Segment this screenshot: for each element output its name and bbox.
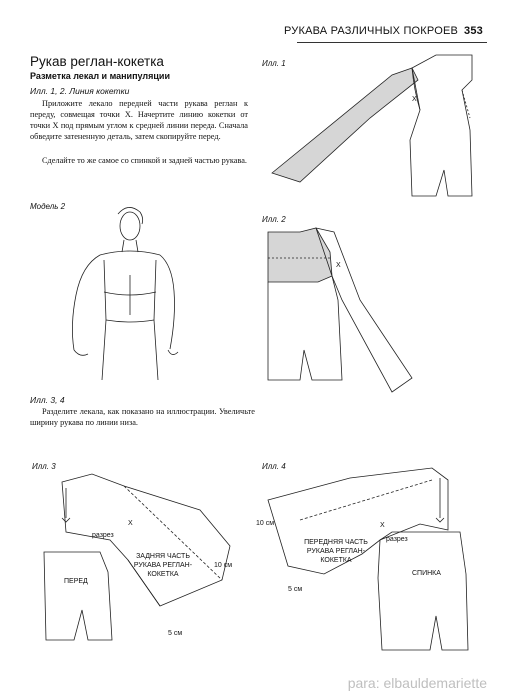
caption-ill-1-2: Илл. 1, 2. Линия кокетки xyxy=(30,86,130,96)
watermark: para: elbauldemariette xyxy=(347,675,487,691)
ill1-x-mark: X xyxy=(412,96,417,103)
ill3-front xyxy=(44,552,112,640)
section-title: РУКАВА РАЗЛИЧНЫХ ПОКРОЕВ xyxy=(283,25,459,37)
ill4-10cm: 10 см xyxy=(256,520,275,527)
paragraph-2: Сделайте то же самое со спинкой и задней частью рукава. xyxy=(42,156,247,165)
model-label: Модель 2 xyxy=(30,202,66,211)
ill4-back-label: СПИНКА xyxy=(412,570,441,577)
ill4-front-part-label: ПЕРЕДНЯЯ ЧАСТЬ РУКАВА РЕГЛАН- КОКЕТКА xyxy=(304,539,368,564)
ill4-5cm: 5 см xyxy=(288,586,303,593)
ill3-5cm: 5 см xyxy=(168,630,183,637)
ill4-back xyxy=(378,532,468,650)
page-number: 353 xyxy=(464,25,483,37)
ill3-x-mark: X xyxy=(128,520,133,527)
ill3-back-part-label: ЗАДНЯЯ ЧАСТЬ РУКАВА РЕГЛАН- КОКЕТКА xyxy=(133,553,193,578)
ill4-x-mark: X xyxy=(380,522,385,529)
ill2-bodice xyxy=(268,228,332,282)
ill2-x-mark: X xyxy=(336,262,341,269)
caption-ill-3-4: Илл. 3, 4 xyxy=(30,395,65,405)
fig1-label: Илл. 1 xyxy=(262,59,286,68)
fig2-label: Илл. 2 xyxy=(262,215,286,224)
ill3-10cm: 10 см xyxy=(214,562,233,569)
ill3-front-label: ПЕРЕД xyxy=(64,578,88,585)
ill1-sleeve xyxy=(272,68,418,182)
fig4-label: Илл. 4 xyxy=(262,462,286,471)
paragraph-1: Приложите лекало передней части рукава реглан к переду, совмещая точки X. Начертите линию кокетки от точки X под прямым углом к средней линии переда. Сначала обведите затененную деталь, затем скопируйте перед. xyxy=(30,99,248,141)
fig3-label: Илл. 3 xyxy=(32,462,56,471)
model-illustration xyxy=(72,207,178,380)
ill1-bodice xyxy=(410,55,472,196)
ill4-razrez: разрез xyxy=(386,536,408,543)
paragraph-3: Разделите лекала, как показано на иллюстрации. Увеличьте ширину рукава по линии низа. xyxy=(30,407,255,427)
page-title: Рукав реглан-кокетка xyxy=(30,54,164,69)
page-subtitle: Разметка лекал и манипуляции xyxy=(30,71,170,81)
ill3-razrez: разрез xyxy=(92,532,114,539)
